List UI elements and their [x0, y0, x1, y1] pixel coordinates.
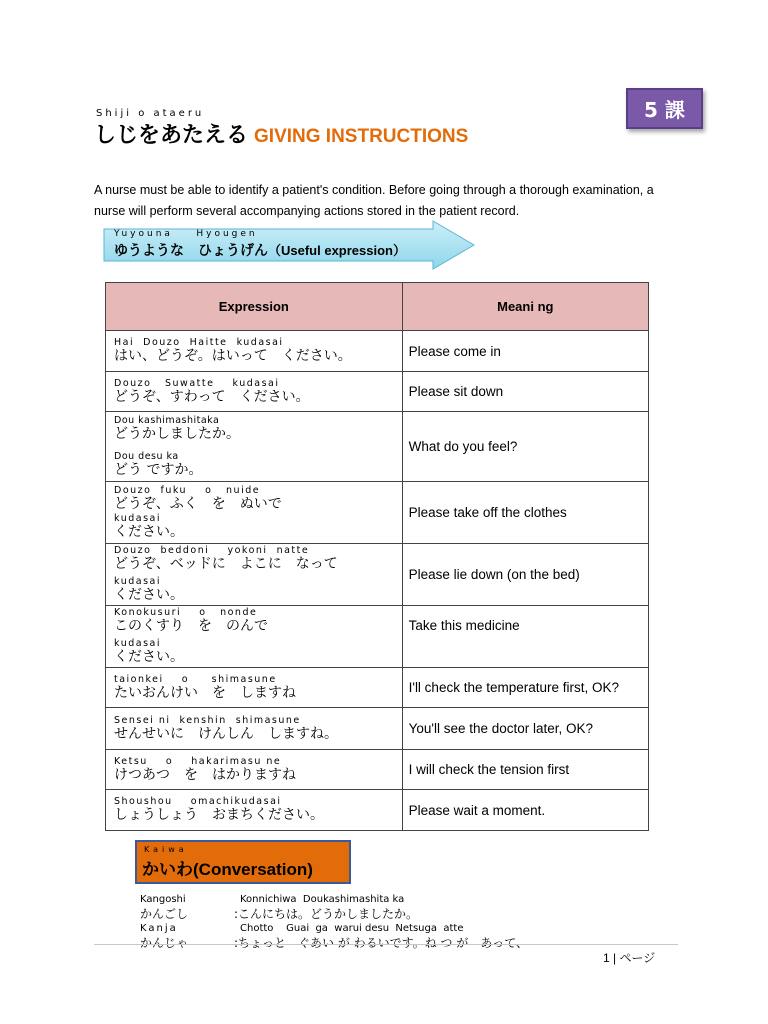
expression-japanese: たいおんけい を しますね	[114, 684, 296, 701]
expression-romaji: Konokusuri o nonde	[114, 607, 258, 618]
table-row	[106, 790, 649, 831]
expression-romaji-2: kudasai	[114, 512, 161, 524]
meaning-cell: Please come in	[402, 331, 648, 372]
table-row	[106, 482, 649, 544]
expression-romaji: Douzo Suwatte kudasai	[114, 377, 280, 389]
expression-romaji: taionkei o shimasune	[114, 673, 277, 685]
table-row	[106, 331, 649, 372]
table-row	[106, 372, 649, 412]
conversation-romaji: Kaiwa	[144, 845, 188, 854]
table-row	[106, 708, 649, 750]
expression-japanese: どうぞ、ベッドに よこに なって	[114, 556, 338, 572]
line-romaji: Konnichiwa Doukashimashita ka	[240, 894, 405, 905]
expression-japanese: このくすり を のんで	[114, 618, 268, 634]
useful-expression-english: （Useful expression）	[268, 243, 406, 258]
expression-japanese: どうぞ、すわって ください。	[114, 388, 310, 405]
speaker-romaji: Kangoshi	[140, 894, 186, 905]
expressions-table	[105, 282, 649, 831]
meaning-cell: Please lie down (on the bed)	[402, 544, 648, 606]
title-japanese: しじをあたえる	[94, 123, 249, 148]
speaker-name: かんじゃ	[140, 936, 189, 950]
conversation-english: (Conversation)	[193, 860, 313, 879]
line-text: :ちょっと ぐあい が わるいです。ね つ が あって、	[234, 936, 528, 950]
footer-divider	[94, 944, 678, 945]
meaning-cell: Please sit down	[402, 372, 648, 412]
expression-romaji: Sensei ni kenshin shimasune	[114, 714, 301, 726]
expression-romaji-2: kudasai	[114, 638, 161, 649]
speaker-romaji: Kanja	[140, 923, 178, 934]
expression-romaji-2: kudasai	[114, 576, 161, 587]
expression-japanese-2: どう ですか。	[114, 461, 203, 478]
expression-cell	[106, 331, 403, 372]
expression-cell	[106, 708, 403, 750]
expression-cell	[106, 412, 403, 482]
meaning-cell: I will check the tension first	[402, 750, 648, 790]
line-romaji: Chotto Guai ga warui desu Netsuga atte	[240, 923, 464, 934]
title-romaji: Shiji o ataeru	[96, 108, 205, 119]
table-row	[106, 668, 649, 708]
expression-japanese: しょうしょう おまちください。	[114, 807, 324, 823]
page-title	[94, 118, 468, 149]
expression-japanese-2: ください。	[114, 587, 184, 603]
expression-japanese: どうぞ、ふく を ぬいで	[114, 495, 282, 512]
expression-japanese: はい、どうぞ。はいって ください。	[114, 348, 352, 364]
expression-romaji-2: Dou desu ka	[114, 450, 179, 462]
meaning-cell: You'll see the doctor later, OK?	[402, 708, 648, 750]
expression-japanese: せんせいに けんしん しますね。	[114, 725, 338, 742]
table-row	[106, 544, 649, 606]
page-number: 1 | ページ	[603, 951, 656, 965]
expression-romaji: Shoushou omachikudasai	[114, 796, 282, 807]
column-header-meaning: Meani ng	[402, 283, 648, 331]
useful-expression-japanese: ゆうような ひょうげん	[114, 243, 268, 259]
table-row	[106, 412, 649, 482]
expression-cell	[106, 544, 403, 606]
useful-expression-heading	[114, 229, 406, 260]
meaning-cell: What do you feel?	[402, 412, 648, 482]
title-english: GIVING INSTRUCTIONS	[254, 126, 469, 147]
speaker-name: かんごし	[140, 907, 189, 921]
expression-cell	[106, 790, 403, 831]
expression-romaji: Douzo fuku o nuide	[114, 484, 261, 496]
conversation-japanese: かいわ	[142, 860, 193, 880]
expression-cell	[106, 750, 403, 790]
meaning-cell: Please take off the clothes	[402, 482, 648, 544]
expression-romaji: Douzo beddoni yokoni natte	[114, 545, 310, 556]
conversation-heading	[142, 855, 313, 880]
meaning-cell: Please wait a moment.	[402, 790, 648, 831]
table-row	[106, 750, 649, 790]
useful-expression-romaji: Yuyouna Hyougen	[114, 229, 258, 239]
table-row	[106, 606, 649, 668]
expression-cell	[106, 482, 403, 544]
expression-romaji: Ketsu o hakarimasu ne	[114, 755, 282, 767]
expression-japanese-2: ください。	[114, 523, 184, 540]
table-header-row	[106, 283, 649, 331]
expression-cell	[106, 606, 403, 668]
expression-cell	[106, 372, 403, 412]
meaning-cell: I'll check the temperature first, OK?	[402, 668, 648, 708]
expression-japanese-2: ください。	[114, 649, 184, 665]
expression-romaji: Dou kashimashitaka	[114, 414, 220, 426]
line-text: :こんにちは。どうかしましたか。	[234, 907, 419, 921]
expression-japanese: どうかしましたか。	[114, 425, 240, 442]
expression-japanese: けつあつ を はかりますね	[114, 766, 296, 783]
expression-cell	[106, 668, 403, 708]
expression-romaji: Hai Douzo Haitte kudasai	[114, 337, 284, 348]
meaning-cell: Take this medicine	[402, 606, 648, 668]
column-header-expression: Expression	[106, 283, 403, 331]
lesson-badge: 5 課	[626, 88, 703, 129]
intro-paragraph: A nurse must be able to identify a patient's condition. Before going through a thorough examination, a nurse will perform several accompanying actions stored in the patient record.	[94, 183, 654, 218]
